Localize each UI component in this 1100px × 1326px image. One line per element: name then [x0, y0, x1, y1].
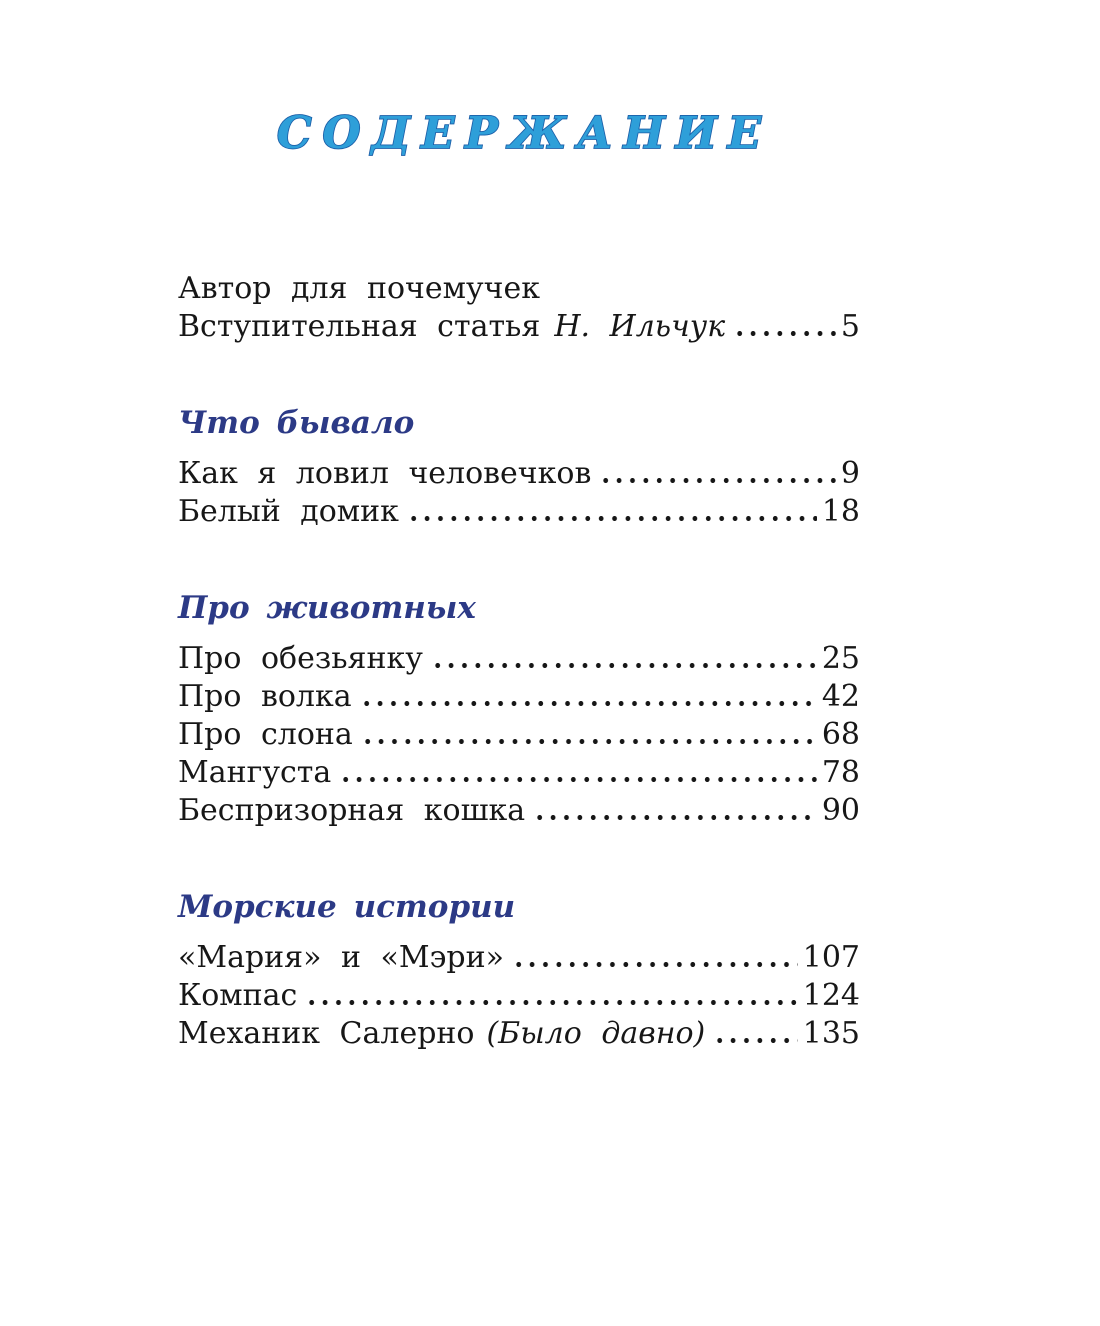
dot-leader [360, 701, 817, 706]
entry-title: Мангуста [178, 755, 332, 790]
entry-note: (Было давно) [486, 1016, 706, 1051]
entry-page-number: 135 [802, 1016, 860, 1051]
section-entries [178, 939, 860, 1053]
toc-entry [178, 640, 860, 678]
entry-page-number: 5 [840, 309, 860, 344]
entry-page-number: 68 [821, 717, 860, 752]
entry-title: Про волка [178, 679, 352, 714]
toc-content [178, 0, 860, 1053]
toc-section-pro-zhivotnykh [178, 587, 860, 830]
entry-page-number: 90 [821, 793, 860, 828]
entry-page-number: 78 [821, 755, 860, 790]
toc-entry [178, 455, 860, 493]
toc-section-chto-byvalo [178, 402, 860, 531]
entry-title: «Мария» и «Мэри» [178, 940, 504, 975]
dot-leader [733, 331, 836, 336]
dot-leader [533, 815, 817, 820]
toc-entry [178, 792, 860, 830]
toc-intro-block [178, 270, 860, 346]
toc-entry [178, 493, 860, 531]
section-heading: Что бывало [178, 405, 415, 441]
dot-leader [713, 1038, 797, 1043]
entry-page-number: 25 [821, 641, 860, 676]
entry-page-number: 124 [802, 978, 860, 1013]
toc-entry [178, 716, 860, 754]
entry-title: Механик Салерно [178, 1016, 475, 1051]
dot-leader [361, 739, 817, 744]
dot-leader [407, 516, 817, 521]
entry-page-number: 107 [802, 940, 860, 975]
toc-entry [178, 678, 860, 716]
entry-title: Компас [178, 978, 298, 1013]
toc-entry [178, 308, 860, 346]
section-heading: Про животных [178, 590, 476, 626]
dot-leader [339, 777, 817, 782]
toc-section-morskie-istorii [178, 886, 860, 1053]
toc-entry [178, 754, 860, 792]
entry-title: Белый домик [178, 494, 399, 529]
toc-entry [178, 1015, 860, 1053]
entry-author: Н. Ильчук [554, 309, 726, 344]
entry-title: Как я ловил человечков [178, 456, 592, 491]
entry-page-number: 9 [840, 456, 860, 491]
dot-leader [305, 1000, 797, 1005]
entry-page-number: 42 [821, 679, 860, 714]
entry-title: Беспризорная кошка [178, 793, 526, 828]
dot-leader [431, 663, 817, 668]
entry-title: Про обезьянку [178, 641, 423, 676]
dot-leader [512, 962, 798, 967]
section-heading: Морские истории [178, 889, 516, 925]
section-entries [178, 455, 860, 531]
intro-line-1: Автор для почемучек [178, 271, 540, 306]
toc-entry [178, 939, 860, 977]
dot-leader [599, 478, 836, 483]
toc-title: СОДЕРЖАНИЕ [276, 108, 772, 159]
entry-title: Про слона [178, 717, 353, 752]
section-entries [178, 640, 860, 830]
entry-title: Вступительная статья [178, 309, 541, 344]
entry-page-number: 18 [821, 494, 860, 529]
toc-entry [178, 977, 860, 1015]
